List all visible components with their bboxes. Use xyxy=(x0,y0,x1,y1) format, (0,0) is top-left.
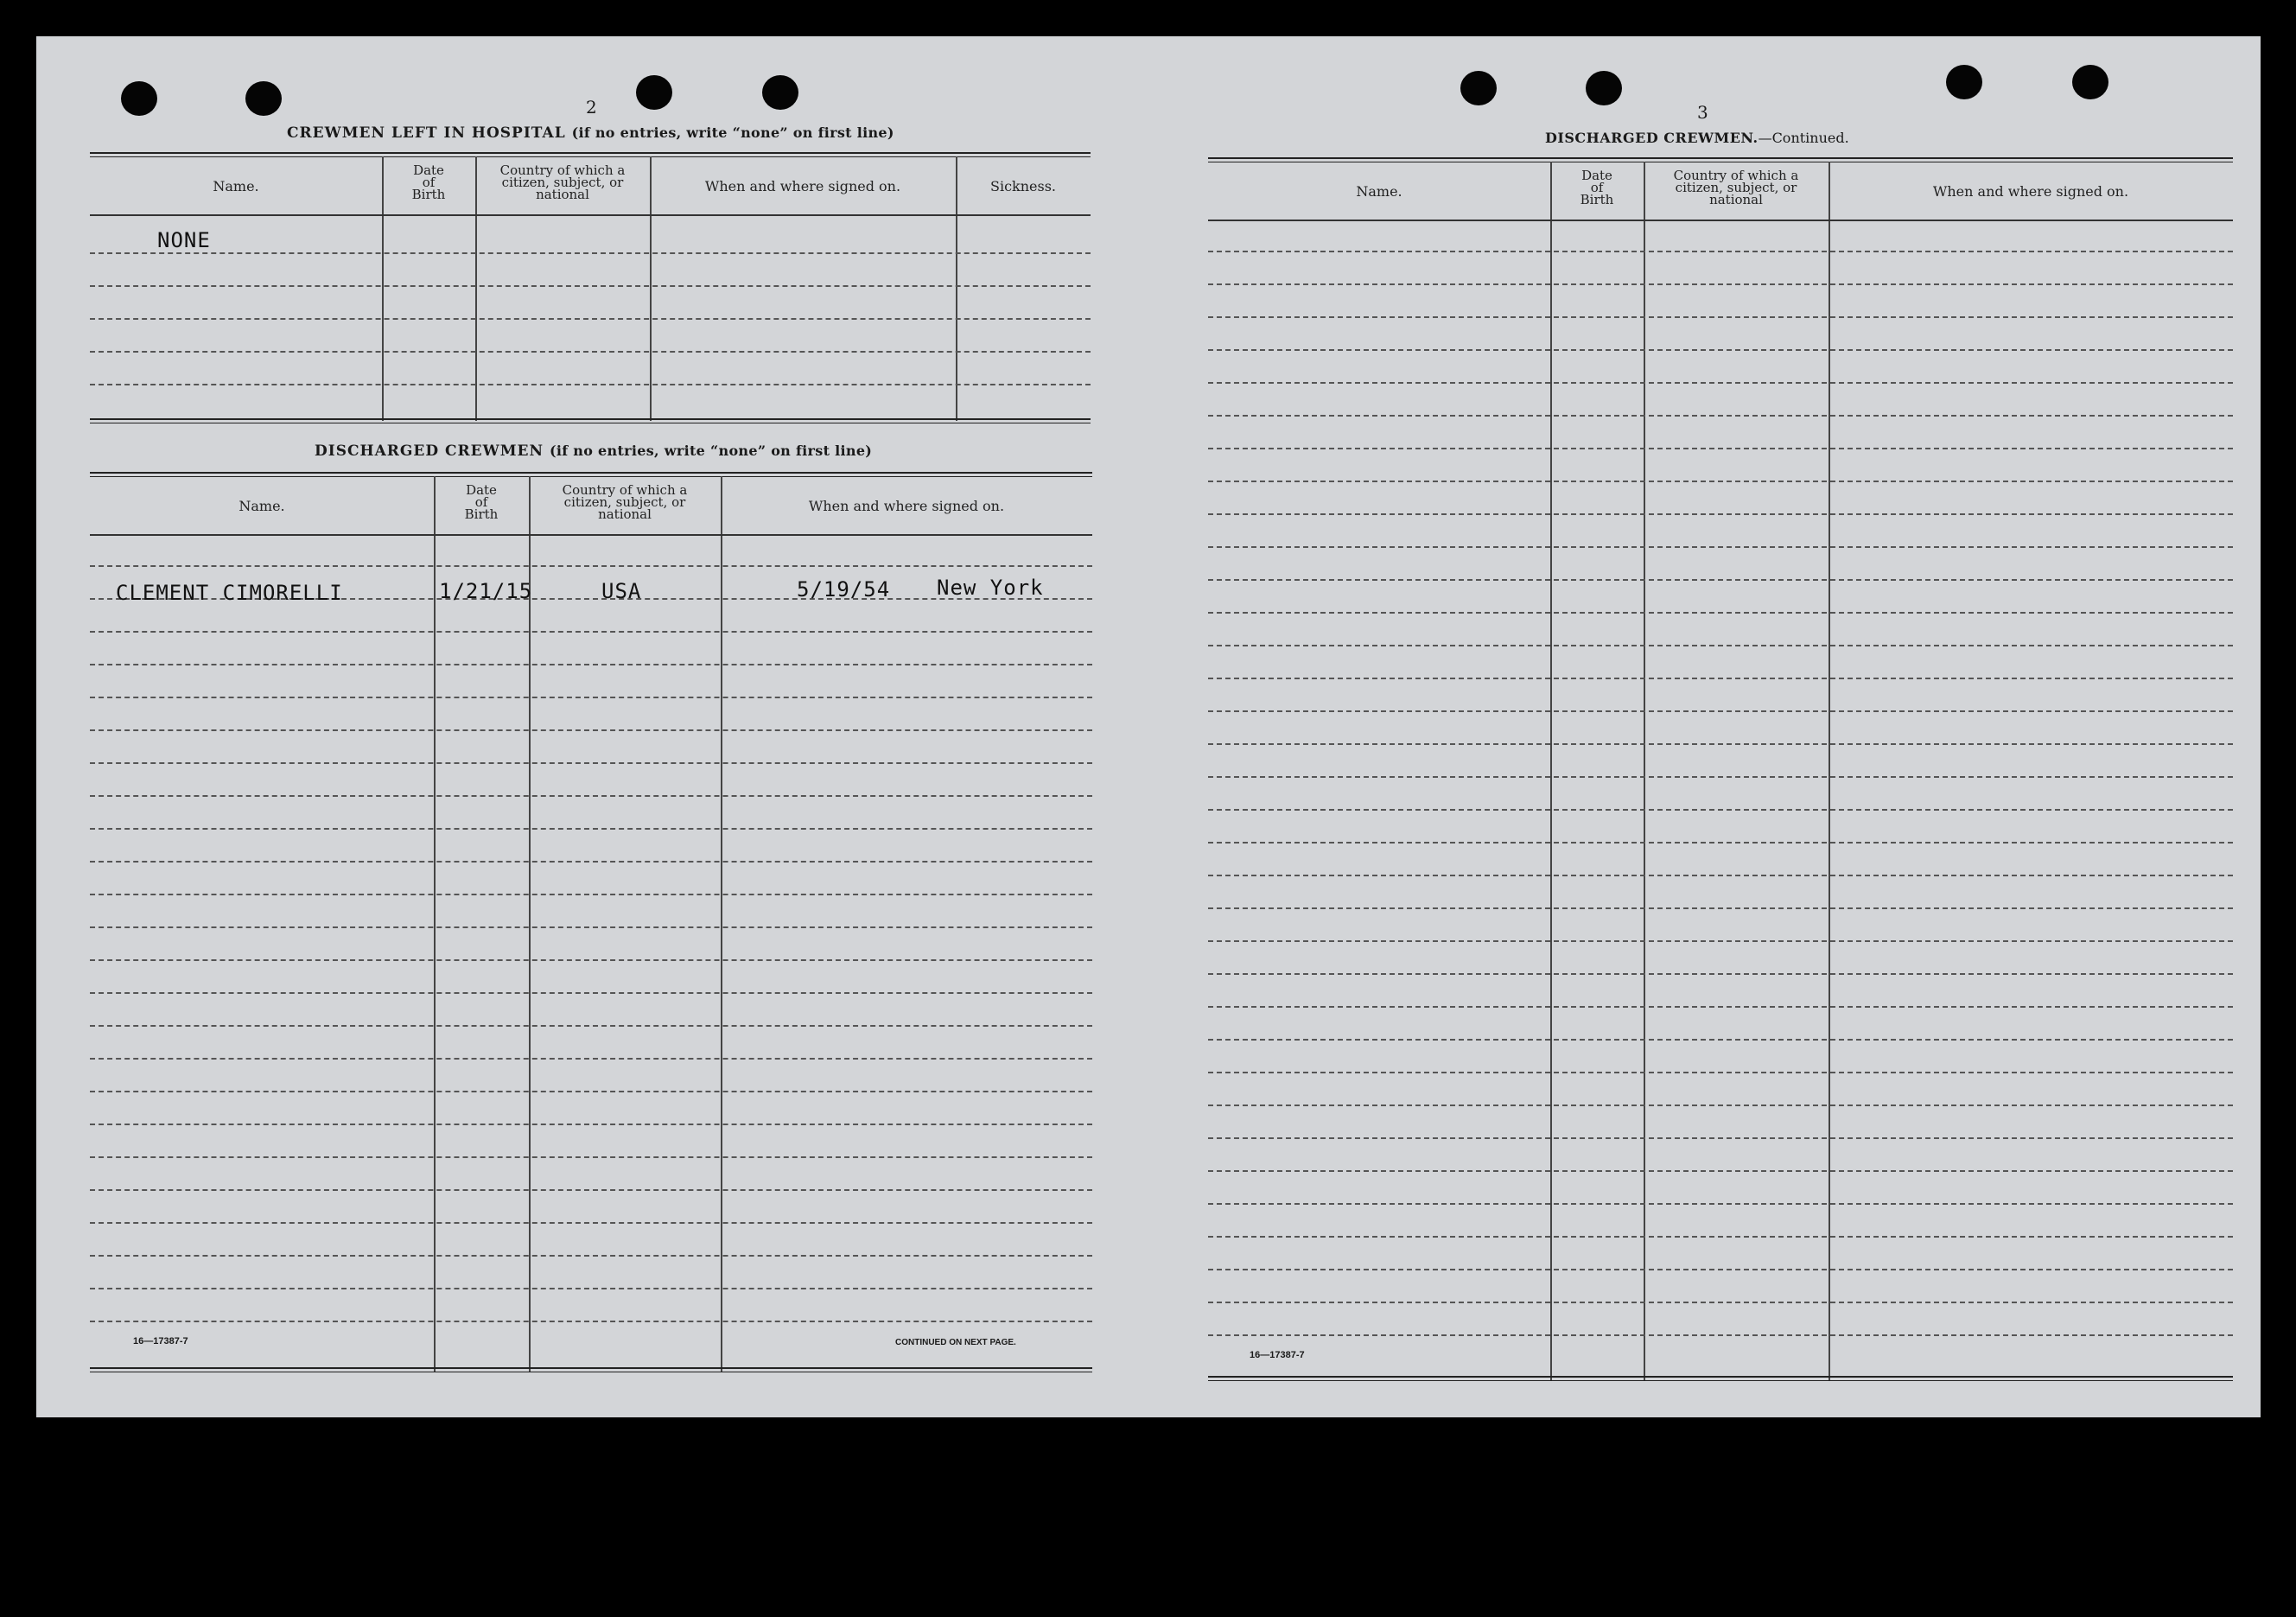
bottom-rule xyxy=(90,418,1091,423)
entry-line xyxy=(1208,1236,2233,1238)
entry-line xyxy=(90,1058,1092,1060)
column-divider xyxy=(529,476,531,1372)
column-divider xyxy=(956,156,957,421)
column-divider xyxy=(650,156,652,421)
punch-hole xyxy=(2072,65,2108,99)
discharged-entry-place: New York xyxy=(937,576,1044,600)
entry-line xyxy=(90,1321,1092,1322)
entry-line xyxy=(1208,1302,2233,1303)
discharged-table-left xyxy=(90,472,1092,1374)
col-header-dob: Date of Birth xyxy=(411,162,446,202)
col-header-name: Name. xyxy=(1356,183,1402,200)
entry-line xyxy=(90,828,1092,830)
discharged-instruction: (if no entries, write “none” on first line) xyxy=(549,442,873,459)
discharged-entry-date: 5/19/54 xyxy=(797,577,891,602)
entry-line xyxy=(1208,283,2233,285)
entry-line xyxy=(1208,809,2233,811)
entry-line xyxy=(90,565,1092,567)
entry-line xyxy=(90,959,1092,961)
entry-line xyxy=(1208,875,2233,876)
entry-line xyxy=(1208,1269,2233,1270)
punch-hole xyxy=(1946,65,1982,99)
entry-line xyxy=(1208,382,2233,384)
col-header-country: Country of which a citizen, subject, or national xyxy=(562,482,688,522)
col-header-signed-on: When and where signed on. xyxy=(1932,183,2129,200)
column-divider xyxy=(1550,162,1552,1380)
entry-line xyxy=(90,795,1092,797)
discharged-section-title xyxy=(315,442,872,460)
col-header-country: Country of which a citizen, subject, or national xyxy=(499,162,626,202)
continued-label: —Continued. xyxy=(1758,130,1849,146)
entry-line xyxy=(1208,743,2233,745)
bottom-rule xyxy=(90,1367,1092,1372)
entry-line xyxy=(1208,349,2233,351)
right-title-text: DISCHARGED CREWMEN. xyxy=(1545,130,1759,146)
entry-line xyxy=(1208,1105,2233,1106)
entry-line xyxy=(90,631,1092,633)
col-header-dob: Date of Birth xyxy=(464,482,499,522)
entry-line xyxy=(90,1288,1092,1289)
entry-line xyxy=(1208,415,2233,417)
entry-line xyxy=(90,1156,1092,1158)
entry-line xyxy=(1208,842,2233,844)
entry-line xyxy=(90,318,1091,320)
entry-line xyxy=(90,992,1092,994)
entry-line xyxy=(1208,513,2233,515)
entry-line xyxy=(1208,678,2233,679)
page-number-right: 3 xyxy=(1697,102,1708,123)
entry-line xyxy=(1208,710,2233,712)
column-divider xyxy=(434,476,436,1372)
entry-line xyxy=(90,926,1092,928)
entry-line xyxy=(90,285,1091,287)
discharged-title-text: DISCHARGED CREWMEN xyxy=(315,442,544,460)
punch-hole xyxy=(762,75,798,110)
page-number-left: 2 xyxy=(586,97,597,118)
hospital-table xyxy=(90,152,1091,425)
bottom-rule xyxy=(1208,1376,2233,1381)
col-header-country: Country of which a citizen, subject, or national xyxy=(1673,168,1799,207)
entry-line xyxy=(90,894,1092,895)
entry-line xyxy=(90,664,1092,665)
col-header-name: Name. xyxy=(239,498,285,514)
entry-line xyxy=(1208,251,2233,252)
column-divider xyxy=(1829,162,1830,1380)
entry-line xyxy=(90,1189,1092,1191)
right-section-title xyxy=(1545,130,1849,146)
header-rule xyxy=(90,534,1092,536)
col-header-signed-on: When and where signed on. xyxy=(808,498,1005,514)
manifest-sheet xyxy=(36,36,2261,1417)
header-rule xyxy=(90,214,1091,216)
entry-line xyxy=(1208,1039,2233,1041)
entry-line xyxy=(1208,1006,2233,1008)
punch-hole xyxy=(636,75,672,110)
entry-line xyxy=(90,252,1091,254)
punch-hole xyxy=(1460,71,1497,105)
punch-hole xyxy=(245,81,282,116)
continued-note: CONTINUED ON NEXT PAGE. xyxy=(895,1338,1016,1347)
punch-hole xyxy=(121,81,157,116)
discharged-table-right xyxy=(1208,157,2233,1383)
hospital-instruction: (if no entries, write “none” on first line) xyxy=(571,124,894,141)
discharged-entry-country: USA xyxy=(601,579,642,603)
entry-line xyxy=(1208,1170,2233,1172)
top-rule xyxy=(90,472,1092,477)
top-rule xyxy=(1208,157,2233,162)
hospital-title-text: CREWMEN LEFT IN HOSPITAL xyxy=(287,124,566,142)
entry-line xyxy=(1208,1203,2233,1205)
entry-line xyxy=(1208,448,2233,449)
col-header-signed-on: When and where signed on. xyxy=(704,178,901,194)
entry-line xyxy=(1208,612,2233,614)
entry-line xyxy=(90,1124,1092,1125)
col-header-name: Name. xyxy=(213,178,259,194)
header-rule xyxy=(1208,220,2233,221)
entry-line xyxy=(1208,776,2233,778)
column-divider xyxy=(1644,162,1645,1380)
hospital-section-title xyxy=(287,124,894,142)
entry-line xyxy=(1208,940,2233,942)
entry-line xyxy=(90,729,1092,731)
hospital-entry-name: NONE xyxy=(157,228,211,252)
entry-line xyxy=(1208,579,2233,581)
entry-line xyxy=(90,1222,1092,1224)
entry-line xyxy=(90,1091,1092,1092)
entry-line xyxy=(1208,973,2233,975)
entry-line xyxy=(1208,481,2233,482)
entry-line xyxy=(90,384,1091,385)
entry-line xyxy=(1208,645,2233,646)
entry-line xyxy=(90,697,1092,698)
entry-line xyxy=(90,351,1091,353)
entry-line xyxy=(90,861,1092,863)
col-header-dob: Date of Birth xyxy=(1580,168,1614,207)
entry-line xyxy=(1208,1072,2233,1073)
entry-line xyxy=(90,1255,1092,1257)
entry-line xyxy=(1208,1334,2233,1336)
entry-line xyxy=(90,762,1092,764)
col-header-sickness: Sickness. xyxy=(989,178,1056,194)
column-divider xyxy=(721,476,722,1372)
top-rule xyxy=(90,152,1091,157)
entry-line xyxy=(1208,316,2233,318)
entry-line xyxy=(1208,907,2233,909)
discharged-entry-name: CLEMENT CIMORELLI xyxy=(116,581,343,605)
form-number-left: 16—17387-7 xyxy=(133,1336,188,1346)
entry-line xyxy=(1208,1137,2233,1139)
entry-line xyxy=(90,1025,1092,1027)
form-number-right: 16—17387-7 xyxy=(1250,1350,1305,1360)
discharged-entry-dob: 1/21/15 xyxy=(439,579,533,603)
entry-line xyxy=(1208,546,2233,548)
punch-hole xyxy=(1586,71,1622,105)
